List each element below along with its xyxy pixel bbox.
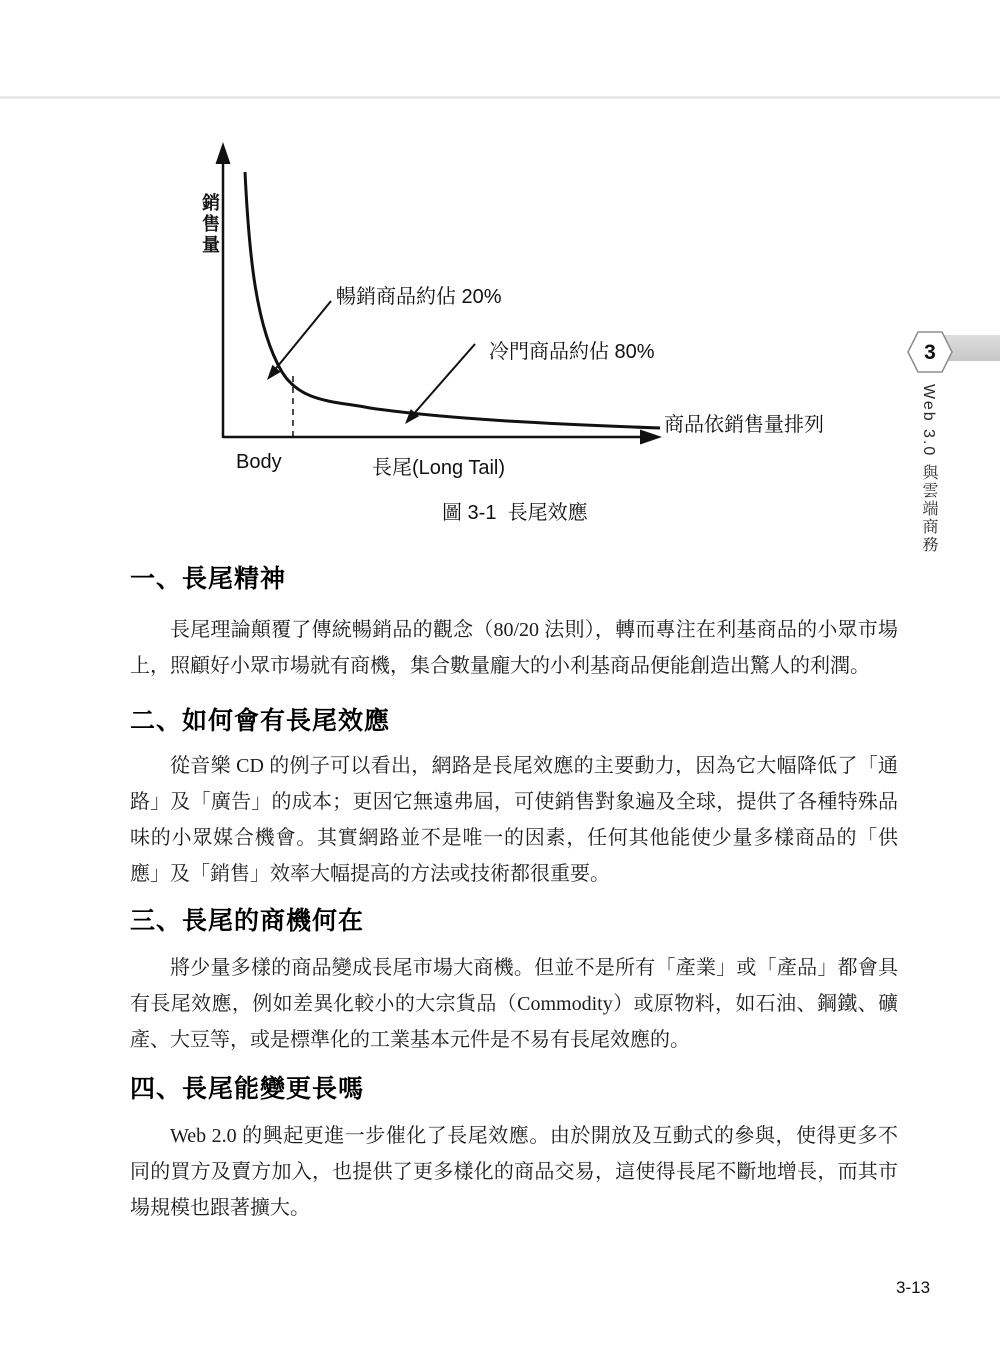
niche-products-annotation: 冷門商品約佔 80% — [489, 341, 655, 363]
hot-products-arrow-line — [273, 301, 331, 372]
niche-products-arrow-line — [411, 344, 475, 417]
page-top-divider — [0, 96, 1000, 99]
x-axis-arrow-icon — [640, 430, 662, 445]
section-heading-long-tail-spirit: 一、長尾精神 — [130, 565, 287, 593]
section-paragraph-can-tail-grow: Web 2.0 的興起更進一步催化了長尾效應。由於開放及互動式的參與，使得更多不同的買方及賣方加入，也提供了更多樣化的商品交易，這使得長尾不斷地增長，而其市場規模也跟著擴大。 — [130, 1125, 898, 1219]
y-axis-label: 銷售量 — [200, 193, 220, 256]
hot-products-annotation: 暢銷商品約佔 20% — [336, 286, 502, 308]
x-axis-label: 商品依銷售量排列 — [664, 414, 824, 436]
section-paragraph-why-long-tail: 從音樂 CD 的例子可以看出，網路是長尾效應的主要動力，因為它大幅降低了「通路」及「廣告」的成本；更因它無遠弗屆，可使銷售對象遍及全球，提供了各種特殊品味的小眾媒合機會。其實網路並不是唯一的因素，任何其他能使少量多樣商品的「供應」及「銷售」效率大幅提高的方法或技術都很重要。 — [130, 755, 898, 885]
tail-region-label: 長尾(Long Tail) — [372, 457, 506, 479]
page-number: 3-13 — [896, 1278, 931, 1297]
section-paragraph-long-tail-spirit: 長尾理論顛覆了傳統暢銷品的觀念（80/20 法則），轉而專注在利基商品的小眾市場上，照顧好小眾市場就有商機，集合數量龐大的小利基商品便能創造出驚人的利潤。 — [130, 619, 898, 677]
chapter-number-hexagon — [907, 331, 953, 373]
body-region-label: Body — [236, 451, 282, 473]
y-axis-arrow-icon — [216, 142, 231, 164]
section-heading-why-long-tail: 二、如何會有長尾效應 — [130, 707, 391, 735]
section-heading-can-tail-grow: 四、長尾能變更長嗎 — [130, 1075, 365, 1103]
figure-caption: 圖 3-1 長尾效應 — [442, 502, 588, 524]
section-paragraph-business-opportunity: 將少量多樣的商品變成長尾市場大商機。但並不是所有「產業」或「產品」都會具有長尾效應，例如差異化較小的大宗貨品（Commodity）或原物料，如石油、鋼鐵、礦產、大豆等，或是標準化的工業基本元件是不易有長尾效應的。 — [130, 957, 898, 1051]
chapter-number: 3 — [924, 341, 936, 364]
section-heading-business-opportunity: 三、長尾的商機何在 — [130, 907, 365, 935]
chapter-title-vertical: Web 3.0 與雲端商務 — [920, 384, 937, 554]
